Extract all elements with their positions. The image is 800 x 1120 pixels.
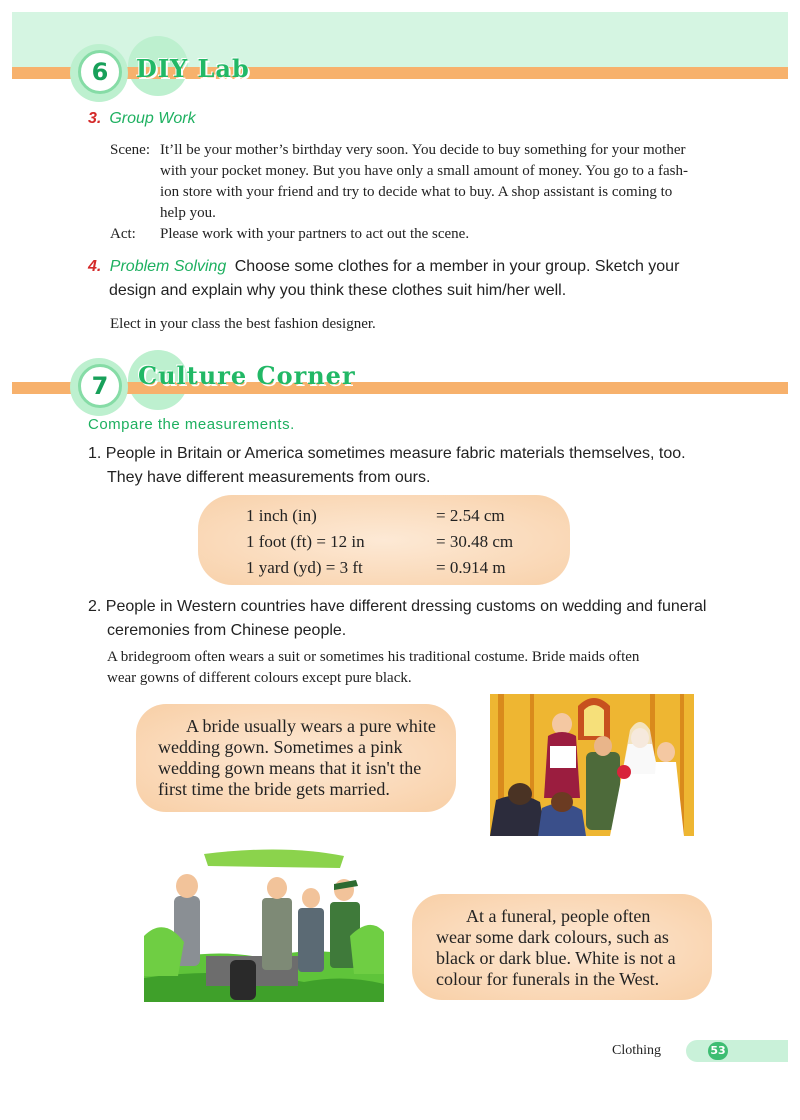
- item-text: Choose some clothes for a member in your group. Sketch your: [234, 258, 680, 275]
- item-4-line1: [88, 258, 679, 276]
- item-4-line2: design and explain why you think these clothes suit him/her well.: [109, 282, 567, 299]
- footer-chapter: Clothing: [612, 1043, 662, 1058]
- item-3-heading: [88, 110, 196, 128]
- bubble-line: At a funeral, people often: [466, 906, 651, 926]
- point-2-detail: wear gowns of different colours except pure black.: [107, 670, 412, 686]
- item-label: Group Work: [109, 110, 196, 127]
- section-bar: [12, 382, 788, 394]
- measure-value: = 30.48 cm: [436, 532, 514, 551]
- section-number-badge: 6: [78, 50, 122, 94]
- measure-value: = 0.914 m: [436, 558, 506, 577]
- measure-unit: 1 foot (ft) = 12 in: [246, 532, 365, 551]
- scene-label: Scene:: [110, 142, 150, 158]
- bubble-line: wedding gown means that it isn't the: [158, 758, 422, 778]
- scene-line: with your pocket money. But you have only a small amount of money. You go to a fash-: [160, 163, 688, 179]
- wedding-bubble: [136, 704, 456, 812]
- compare-heading: Compare the measurements.: [88, 416, 295, 433]
- footer-tab: [686, 1040, 788, 1062]
- section-number-badge: 7: [78, 364, 122, 408]
- funeral-bubble: [412, 894, 712, 1000]
- bubble-line: first time the bride gets married.: [158, 779, 390, 799]
- measure-unit: 1 inch (in): [246, 506, 317, 525]
- item-number: 3.: [88, 110, 102, 127]
- scene-line: ion store with your friend and try to decide what to buy. A shop assistant is coming to: [160, 184, 673, 200]
- point-1-line2: They have different measurements from ours.: [107, 469, 431, 486]
- point-2-line2: ceremonies from Chinese people.: [107, 622, 347, 639]
- bubble-line: A bride usually wears a pure white: [186, 716, 436, 736]
- wedding-illustration: [490, 694, 694, 836]
- point-2-line1: 2. People in Western countries have different dressing customs on wedding and funeral: [88, 598, 707, 615]
- bubble-line: colour for funerals in the West.: [436, 969, 660, 989]
- page-number: 53: [708, 1042, 728, 1060]
- item-4-extra: Elect in your class the best fashion designer.: [110, 316, 376, 332]
- section-title: DIY Lab: [136, 54, 250, 83]
- section-title: Culture Corner: [138, 361, 356, 390]
- act-text: Please work with your partners to act out the scene.: [160, 226, 470, 242]
- section-bar: [12, 67, 788, 79]
- measurements-table: [198, 495, 570, 585]
- bubble-line: wedding gown. Sometimes a pink: [158, 737, 403, 757]
- measure-unit: 1 yard (yd) = 3 ft: [246, 558, 363, 577]
- bubble-line: black or dark blue. White is not a: [436, 948, 676, 968]
- item-number: 4.: [88, 258, 102, 275]
- measure-value: = 2.54 cm: [436, 506, 505, 525]
- funeral-illustration: [144, 846, 384, 1002]
- bubble-line: wear some dark colours, such as: [436, 927, 669, 947]
- scene-line: help you.: [160, 205, 216, 221]
- point-1-line1: 1. People in Britain or America sometimes measure fabric materials themselves, too.: [88, 445, 686, 462]
- item-label: Problem Solving: [109, 258, 227, 275]
- act-label: Act:: [110, 226, 136, 242]
- point-2-detail: A bridegroom often wears a suit or sometimes his traditional costume. Bride maids often: [107, 649, 640, 665]
- scene-line: It’ll be your mother’s birthday very soon. You decide to buy something for your mother: [160, 142, 686, 158]
